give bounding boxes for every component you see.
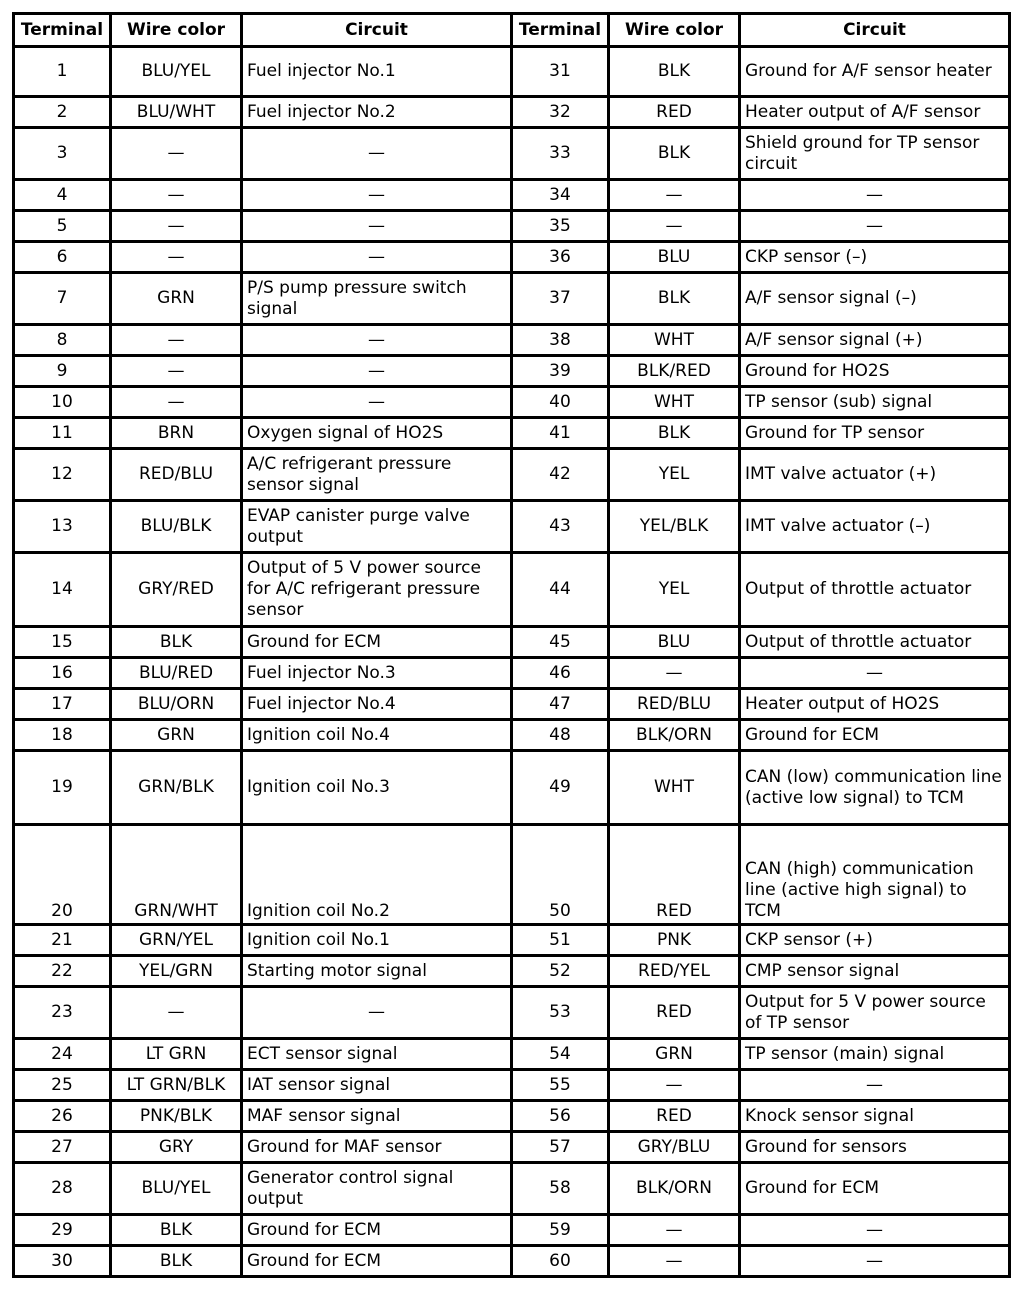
circuit-left: Fuel injector No.3 <box>242 658 512 689</box>
table-row <box>14 956 1010 987</box>
table-row <box>14 325 1010 356</box>
table-row <box>14 658 1010 689</box>
terminal-number-left: 2 <box>14 97 111 128</box>
terminal-number-left: 18 <box>14 720 111 751</box>
circuit-left: — <box>242 325 512 356</box>
header-terminal-left: Terminal <box>14 14 111 47</box>
terminal-number-left: 19 <box>14 751 111 825</box>
circuit-left: — <box>242 128 512 180</box>
wire-color-right: YEL <box>609 449 740 501</box>
circuit-right: Shield ground for TP sensor circuit <box>740 128 1010 180</box>
wire-color-left: RED/BLU <box>111 449 242 501</box>
terminal-number-right: 38 <box>512 325 609 356</box>
terminal-number-left: 11 <box>14 418 111 449</box>
table-row <box>14 1132 1010 1163</box>
circuit-left: — <box>242 180 512 211</box>
wire-color-right: WHT <box>609 325 740 356</box>
circuit-right: Output of throttle actuator <box>740 627 1010 658</box>
terminal-number-left: 24 <box>14 1039 111 1070</box>
table-row <box>14 97 1010 128</box>
circuit-left: Fuel injector No.1 <box>242 47 512 97</box>
terminal-number-right: 34 <box>512 180 609 211</box>
header-wire-color-right: Wire color <box>609 14 740 47</box>
ecm-terminal-table-container <box>12 12 1002 1278</box>
circuit-left: Ignition coil No.4 <box>242 720 512 751</box>
circuit-left: Generator control signal output <box>242 1163 512 1215</box>
wire-color-right: BLU <box>609 627 740 658</box>
circuit-right: Knock sensor signal <box>740 1101 1010 1132</box>
circuit-left: — <box>242 387 512 418</box>
terminal-number-right: 41 <box>512 418 609 449</box>
wire-color-right: BLK <box>609 273 740 325</box>
terminal-number-left: 7 <box>14 273 111 325</box>
wire-color-left: — <box>111 325 242 356</box>
table-row <box>14 925 1010 956</box>
wire-color-left: GRN <box>111 720 242 751</box>
circuit-right: TP sensor (main) signal <box>740 1039 1010 1070</box>
circuit-right: — <box>740 1215 1010 1246</box>
terminal-number-left: 25 <box>14 1070 111 1101</box>
wire-color-left: — <box>111 128 242 180</box>
circuit-left: Starting motor signal <box>242 956 512 987</box>
terminal-number-left: 23 <box>14 987 111 1039</box>
circuit-left: Ground for MAF sensor <box>242 1132 512 1163</box>
terminal-number-left: 4 <box>14 180 111 211</box>
table-row <box>14 273 1010 325</box>
table-row <box>14 1101 1010 1132</box>
circuit-left: Output of 5 V power source for A/C refrigerant pressure sensor <box>242 553 512 627</box>
table-row <box>14 825 1010 925</box>
wire-color-right: RED <box>609 97 740 128</box>
circuit-right: Ground for TP sensor <box>740 418 1010 449</box>
table-row <box>14 987 1010 1039</box>
terminal-number-left: 21 <box>14 925 111 956</box>
circuit-right: Output for 5 V power source of TP sensor <box>740 987 1010 1039</box>
wire-color-left: GRN/BLK <box>111 751 242 825</box>
wire-color-right: RED <box>609 1101 740 1132</box>
wire-color-right: WHT <box>609 751 740 825</box>
wire-color-left: GRN <box>111 273 242 325</box>
table-row <box>14 180 1010 211</box>
circuit-right: Ground for HO2S <box>740 356 1010 387</box>
terminal-number-left: 8 <box>14 325 111 356</box>
terminal-number-right: 60 <box>512 1246 609 1277</box>
circuit-right: CKP sensor (+) <box>740 925 1010 956</box>
wire-color-left: — <box>111 987 242 1039</box>
table-row <box>14 1039 1010 1070</box>
terminal-number-right: 33 <box>512 128 609 180</box>
circuit-right: Heater output of HO2S <box>740 689 1010 720</box>
wire-color-right: BLK <box>609 128 740 180</box>
wire-color-left: BLU/WHT <box>111 97 242 128</box>
terminal-number-left: 15 <box>14 627 111 658</box>
circuit-right: — <box>740 211 1010 242</box>
table-row <box>14 1246 1010 1277</box>
ecm-terminal-table <box>12 12 1011 1278</box>
circuit-left: Fuel injector No.2 <box>242 97 512 128</box>
wire-color-left: BLK <box>111 627 242 658</box>
table-row <box>14 501 1010 553</box>
wire-color-left: — <box>111 211 242 242</box>
terminal-number-right: 48 <box>512 720 609 751</box>
wire-color-left: BLU/ORN <box>111 689 242 720</box>
terminal-number-right: 53 <box>512 987 609 1039</box>
terminal-number-left: 16 <box>14 658 111 689</box>
circuit-right: CAN (high) communication line (active high signal) to TCM <box>740 825 1010 925</box>
circuit-left: Ignition coil No.1 <box>242 925 512 956</box>
circuit-right: — <box>740 1070 1010 1101</box>
circuit-right: Ground for ECM <box>740 1163 1010 1215</box>
circuit-left: MAF sensor signal <box>242 1101 512 1132</box>
terminal-number-right: 45 <box>512 627 609 658</box>
terminal-number-right: 35 <box>512 211 609 242</box>
table-row <box>14 689 1010 720</box>
terminal-number-left: 3 <box>14 128 111 180</box>
wire-color-right: RED <box>609 825 740 925</box>
terminal-number-right: 49 <box>512 751 609 825</box>
terminal-number-right: 42 <box>512 449 609 501</box>
circuit-right: A/F sensor signal (–) <box>740 273 1010 325</box>
circuit-left: A/C refrigerant pressure sensor signal <box>242 449 512 501</box>
table-row <box>14 418 1010 449</box>
circuit-left: Ground for ECM <box>242 1246 512 1277</box>
circuit-left: — <box>242 211 512 242</box>
wire-color-right: WHT <box>609 387 740 418</box>
terminal-number-right: 56 <box>512 1101 609 1132</box>
circuit-left: Ground for ECM <box>242 1215 512 1246</box>
wire-color-left: — <box>111 387 242 418</box>
wire-color-left: GRY <box>111 1132 242 1163</box>
circuit-left: ECT sensor signal <box>242 1039 512 1070</box>
wire-color-left: LT GRN/BLK <box>111 1070 242 1101</box>
circuit-left: IAT sensor signal <box>242 1070 512 1101</box>
wire-color-right: — <box>609 1215 740 1246</box>
wire-color-right: — <box>609 211 740 242</box>
wire-color-left: — <box>111 356 242 387</box>
circuit-right: Ground for A/F sensor heater <box>740 47 1010 97</box>
table-row <box>14 356 1010 387</box>
wire-color-right: — <box>609 1246 740 1277</box>
terminal-number-right: 50 <box>512 825 609 925</box>
circuit-right: IMT valve actuator (+) <box>740 449 1010 501</box>
wire-color-left: PNK/BLK <box>111 1101 242 1132</box>
header-wire-color-left: Wire color <box>111 14 242 47</box>
circuit-left: P/S pump pressure switch signal <box>242 273 512 325</box>
terminal-number-left: 22 <box>14 956 111 987</box>
terminal-number-right: 52 <box>512 956 609 987</box>
wire-color-right: BLK <box>609 47 740 97</box>
wire-color-left: YEL/GRN <box>111 956 242 987</box>
terminal-number-right: 57 <box>512 1132 609 1163</box>
terminal-number-left: 27 <box>14 1132 111 1163</box>
wire-color-left: BLU/RED <box>111 658 242 689</box>
wire-color-left: GRN/WHT <box>111 825 242 925</box>
table-row <box>14 47 1010 97</box>
terminal-number-right: 43 <box>512 501 609 553</box>
terminal-number-right: 44 <box>512 553 609 627</box>
wire-color-left: GRN/YEL <box>111 925 242 956</box>
circuit-right: — <box>740 658 1010 689</box>
terminal-number-left: 5 <box>14 211 111 242</box>
wire-color-left: GRY/RED <box>111 553 242 627</box>
circuit-right: — <box>740 180 1010 211</box>
terminal-number-right: 51 <box>512 925 609 956</box>
wire-color-right: BLK/RED <box>609 356 740 387</box>
wire-color-left: BLK <box>111 1215 242 1246</box>
table-row <box>14 553 1010 627</box>
table-row <box>14 627 1010 658</box>
circuit-right: CKP sensor (–) <box>740 242 1010 273</box>
wire-color-right: — <box>609 1070 740 1101</box>
wire-color-right: GRY/BLU <box>609 1132 740 1163</box>
wire-color-right: — <box>609 658 740 689</box>
circuit-left: — <box>242 356 512 387</box>
wire-color-right: YEL <box>609 553 740 627</box>
terminal-number-left: 14 <box>14 553 111 627</box>
wire-color-right: PNK <box>609 925 740 956</box>
terminal-number-right: 39 <box>512 356 609 387</box>
circuit-right: CAN (low) communication line (active low signal) to TCM <box>740 751 1010 825</box>
circuit-right: Output of throttle actuator <box>740 553 1010 627</box>
wire-color-right: GRN <box>609 1039 740 1070</box>
wire-color-left: BLU/YEL <box>111 1163 242 1215</box>
circuit-right: Ground for sensors <box>740 1132 1010 1163</box>
wire-color-right: BLK/ORN <box>609 1163 740 1215</box>
circuit-left: Ground for ECM <box>242 627 512 658</box>
terminal-number-left: 29 <box>14 1215 111 1246</box>
terminal-number-left: 10 <box>14 387 111 418</box>
circuit-left: Ignition coil No.3 <box>242 751 512 825</box>
circuit-left: — <box>242 987 512 1039</box>
wire-color-right: BLK/ORN <box>609 720 740 751</box>
terminal-number-right: 32 <box>512 97 609 128</box>
circuit-right: CMP sensor signal <box>740 956 1010 987</box>
terminal-number-right: 46 <box>512 658 609 689</box>
table-row <box>14 751 1010 825</box>
wire-color-left: — <box>111 180 242 211</box>
wire-color-left: BLK <box>111 1246 242 1277</box>
wire-color-right: BLU <box>609 242 740 273</box>
wire-color-right: RED <box>609 987 740 1039</box>
wire-color-right: RED/BLU <box>609 689 740 720</box>
table-row <box>14 387 1010 418</box>
terminal-number-left: 12 <box>14 449 111 501</box>
terminal-number-right: 31 <box>512 47 609 97</box>
wire-color-right: BLK <box>609 418 740 449</box>
circuit-right: TP sensor (sub) signal <box>740 387 1010 418</box>
terminal-number-left: 13 <box>14 501 111 553</box>
circuit-left: Oxygen signal of HO2S <box>242 418 512 449</box>
terminal-number-right: 37 <box>512 273 609 325</box>
terminal-number-right: 54 <box>512 1039 609 1070</box>
header-terminal-right: Terminal <box>512 14 609 47</box>
terminal-number-right: 58 <box>512 1163 609 1215</box>
circuit-right: IMT valve actuator (–) <box>740 501 1010 553</box>
table-row <box>14 128 1010 180</box>
circuit-left: Fuel injector No.4 <box>242 689 512 720</box>
header-circuit-left: Circuit <box>242 14 512 47</box>
table-row <box>14 242 1010 273</box>
header-circuit-right: Circuit <box>740 14 1010 47</box>
circuit-left: EVAP canister purge valve output <box>242 501 512 553</box>
table-body <box>14 47 1010 1277</box>
terminal-number-left: 26 <box>14 1101 111 1132</box>
circuit-left: Ignition coil No.2 <box>242 825 512 925</box>
table-row <box>14 1070 1010 1101</box>
terminal-number-left: 1 <box>14 47 111 97</box>
circuit-right: Heater output of A/F sensor <box>740 97 1010 128</box>
header-row <box>14 14 1010 47</box>
wire-color-right: — <box>609 180 740 211</box>
wire-color-left: BRN <box>111 418 242 449</box>
circuit-right: A/F sensor signal (+) <box>740 325 1010 356</box>
terminal-number-left: 17 <box>14 689 111 720</box>
terminal-number-right: 36 <box>512 242 609 273</box>
table-row <box>14 449 1010 501</box>
circuit-left: — <box>242 242 512 273</box>
terminal-number-right: 55 <box>512 1070 609 1101</box>
terminal-number-left: 20 <box>14 825 111 925</box>
table-row <box>14 1215 1010 1246</box>
circuit-right: — <box>740 1246 1010 1277</box>
table-row <box>14 211 1010 242</box>
table-row <box>14 720 1010 751</box>
wire-color-right: RED/YEL <box>609 956 740 987</box>
wire-color-left: — <box>111 242 242 273</box>
wire-color-left: LT GRN <box>111 1039 242 1070</box>
wire-color-right: YEL/BLK <box>609 501 740 553</box>
wire-color-left: BLU/YEL <box>111 47 242 97</box>
terminal-number-right: 59 <box>512 1215 609 1246</box>
table-row <box>14 1163 1010 1215</box>
circuit-right: Ground for ECM <box>740 720 1010 751</box>
wire-color-left: BLU/BLK <box>111 501 242 553</box>
terminal-number-right: 40 <box>512 387 609 418</box>
terminal-number-left: 28 <box>14 1163 111 1215</box>
terminal-number-left: 6 <box>14 242 111 273</box>
terminal-number-left: 30 <box>14 1246 111 1277</box>
terminal-number-left: 9 <box>14 356 111 387</box>
terminal-number-right: 47 <box>512 689 609 720</box>
